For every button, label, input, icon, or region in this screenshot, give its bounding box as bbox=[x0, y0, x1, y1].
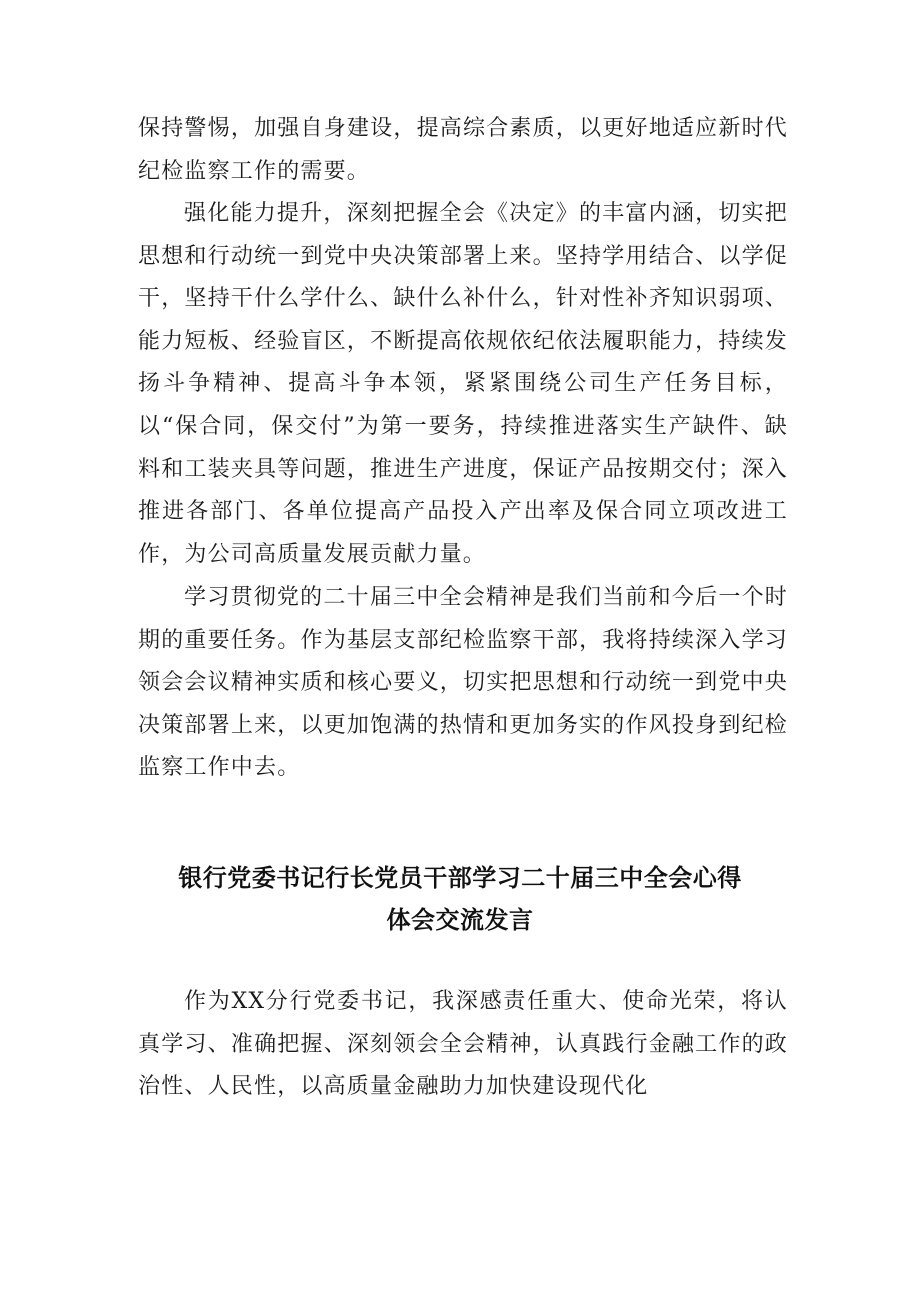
article-title-line2: 体会交流发言 bbox=[386, 906, 534, 934]
body-paragraph-opening: 作为XX分行党委书记，我深感责任重大、使命光荣，将认真学习、准确把握、深刻领会全会精神，认真践行金融工作的政治性、人民性，以高质量金融助力加快建设现代化 bbox=[138, 989, 788, 1100]
body-paragraph-continued: 保持警惕，加强自身建设，提高综合素质，以更好地适应新时代纪检监察工作的需要。 bbox=[138, 116, 788, 184]
body-paragraph-capability: 强化能力提升，深刻把握全会《决定》的丰富内涵，切实把思想和行动统一到党中央决策部署上来。坚持学用结合、以学促干，坚持干什么学什么、缺什么补什么，针对性补齐知识弱项、能力短板、经验盲区，不断提高依规依纪依法履职能力，持续发扬斗争精神、提高斗争本领，紧紧围绕公司生产任务目标，以“保合同，保交付”为第一要务，持续推进落实生产缺件、缺料和工装夹具等问题，推进生产进度，保证产品按期交付；深入推进各部门、各单位提高产品投入产出率及保合同立项改进工作，为公司高质量发展贡献力量。 bbox=[138, 201, 788, 567]
article-title-line1: 银行党委书记行长党员干部学习二十届三中全会心得 bbox=[178, 864, 742, 892]
body-paragraph-conclusion: 学习贯彻党的二十届三中全会精神是我们当前和今后一个时期的重要任务。作为基层支部纪检监察干部，我将持续深入学习领会会议精神实质和核心要义，切实把思想和行动统一到党中央决策部署上来，以更加饱满的热情和更加务实的作风投身到纪检监察工作中去。 bbox=[138, 585, 788, 781]
